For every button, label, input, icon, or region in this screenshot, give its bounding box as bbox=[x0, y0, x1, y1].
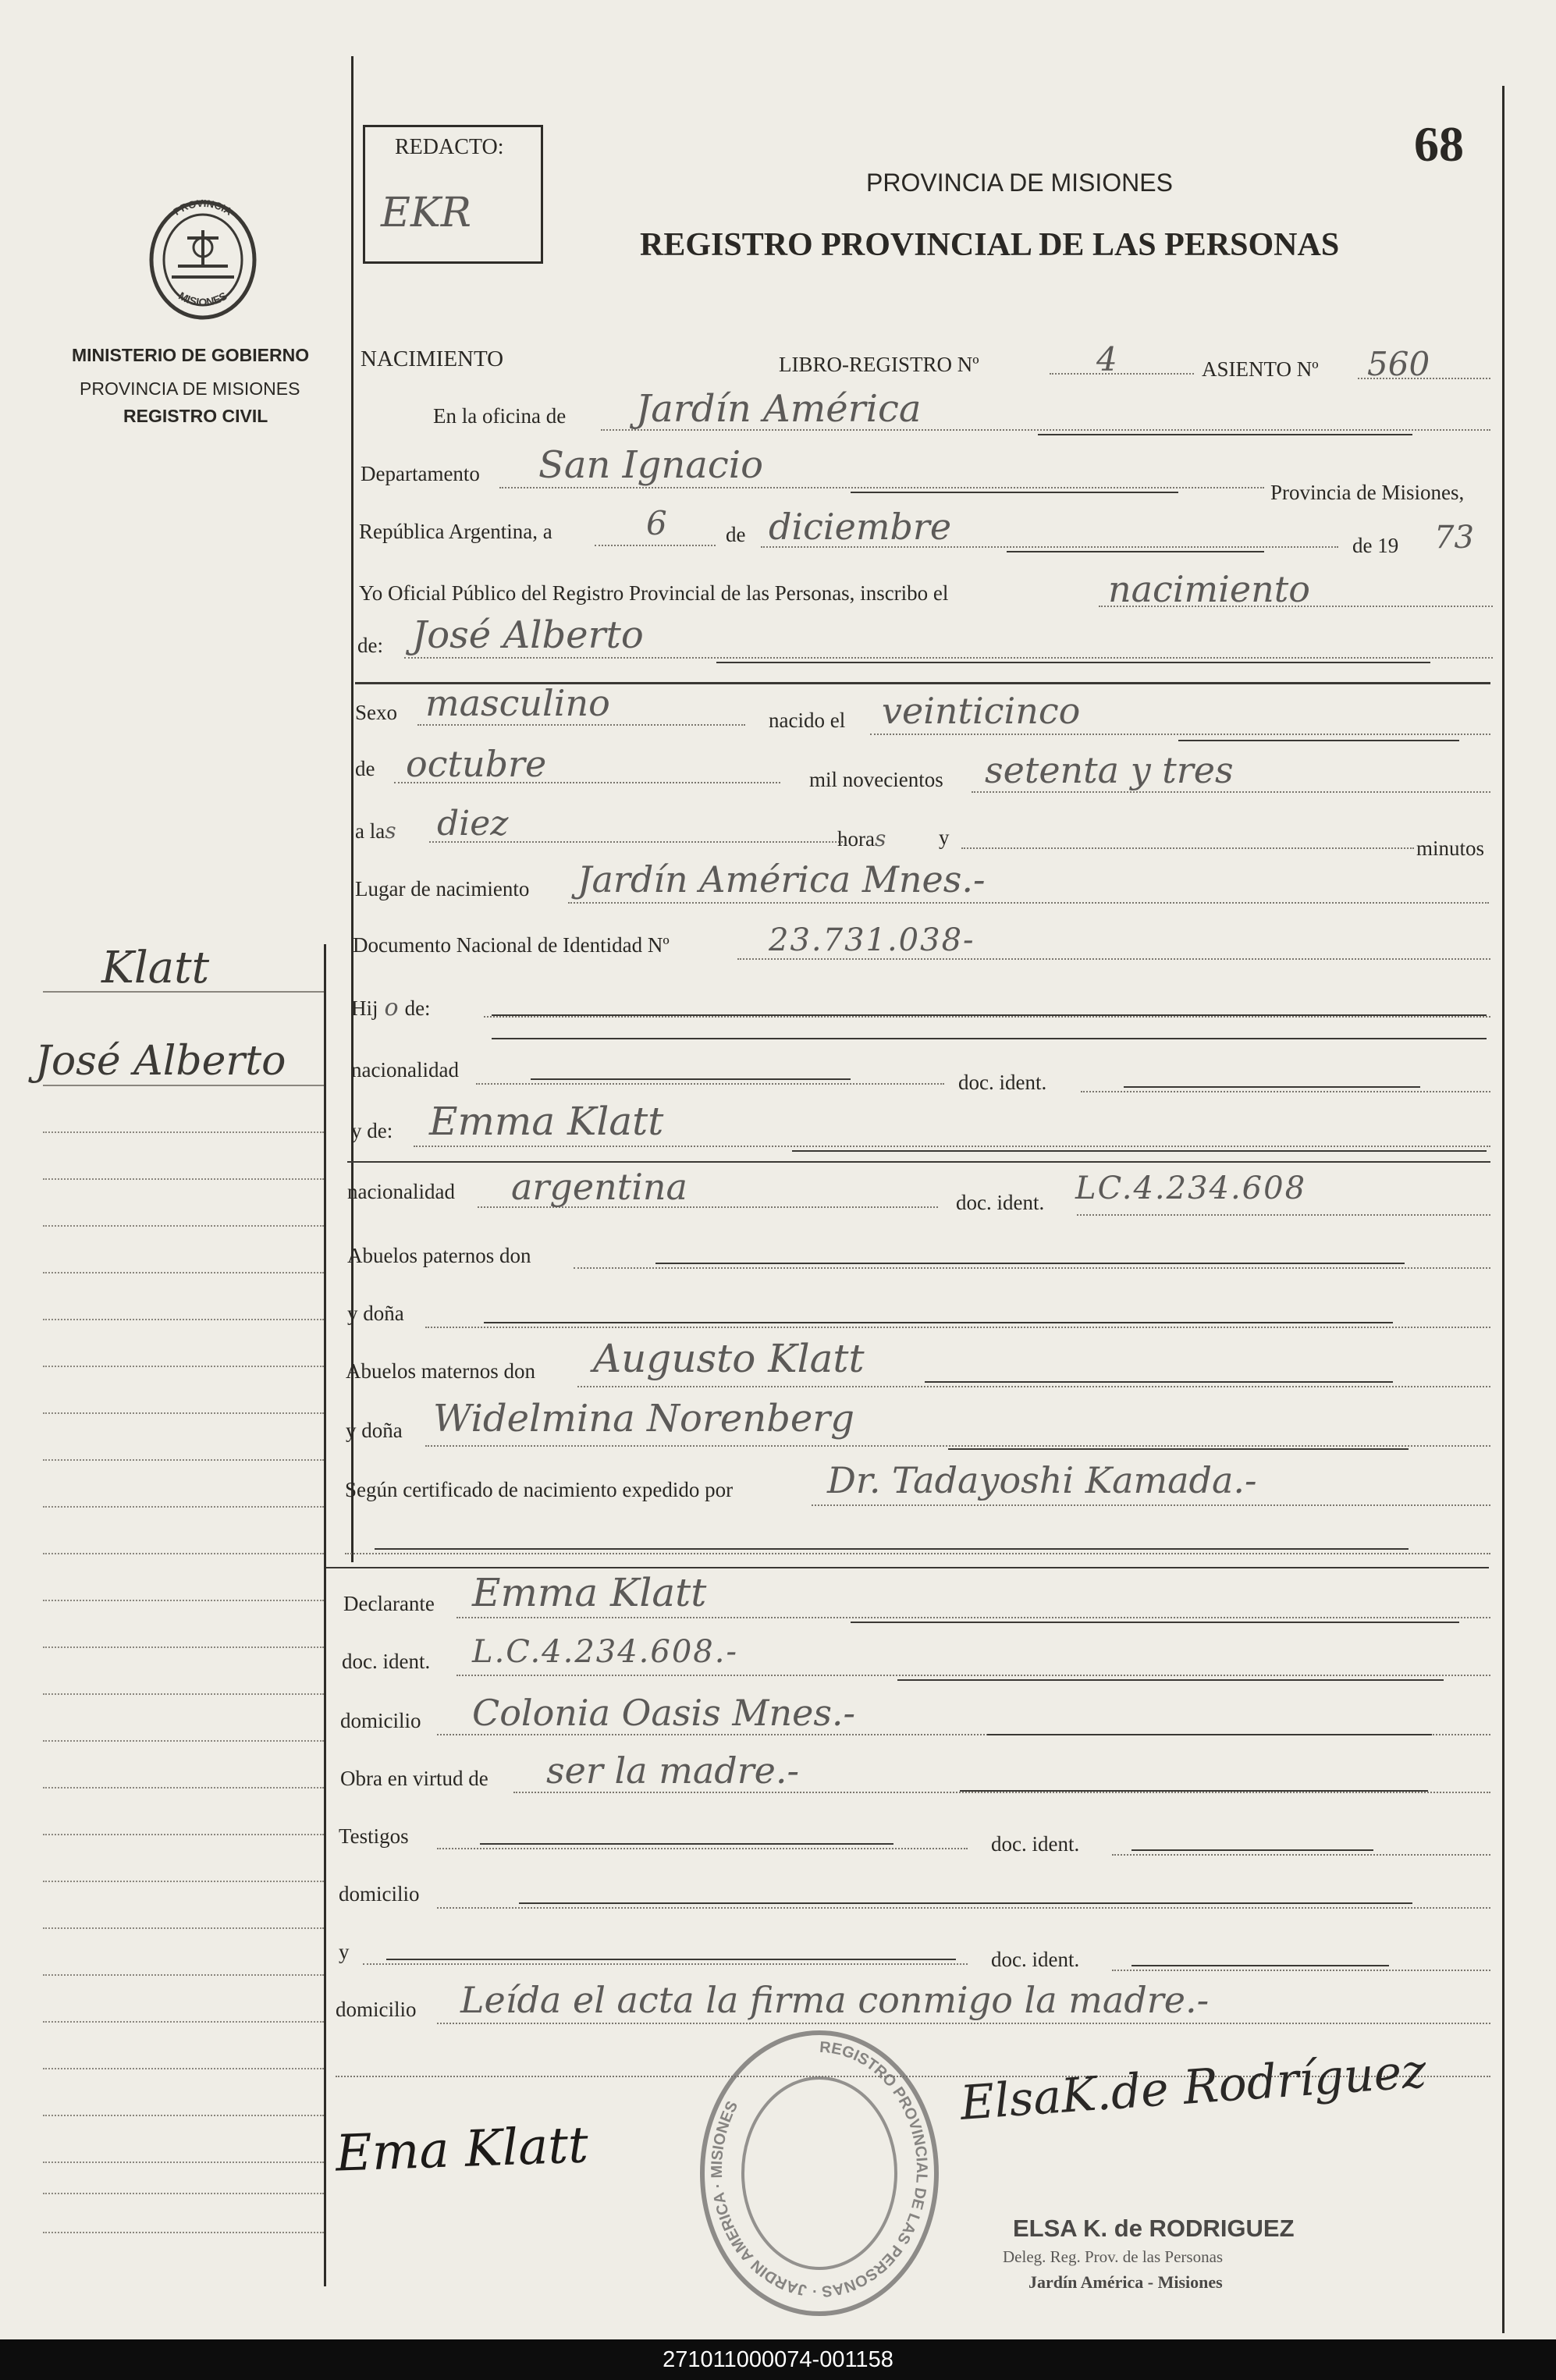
minutos-label: minutos bbox=[1416, 837, 1485, 860]
segun-certificado-value: Dr. Tadayoshi Kamada.- bbox=[827, 1459, 1257, 1501]
margin-column-divider bbox=[324, 944, 326, 2286]
hijo-text: Hij bbox=[351, 996, 378, 1020]
year-label: de 19 bbox=[1352, 534, 1399, 557]
docident-father-label: doc. ident. bbox=[958, 1071, 1047, 1094]
page-number: 68 bbox=[1414, 116, 1464, 172]
domicilio-declarante-value: Colonia Oasis Mnes.- bbox=[472, 1692, 856, 1734]
round-stamp-text: REGISTRO PROVINCIAL DE LAS PERSONAS · JARDIN AMERICA · MISIONES bbox=[708, 2038, 931, 2300]
registered-name-value: José Alberto bbox=[412, 613, 644, 657]
domicilio-testigo1-label: domicilio bbox=[339, 1882, 420, 1906]
seal-bottom-text: MISIONES bbox=[176, 289, 229, 309]
obra-value: ser la madre.- bbox=[546, 1749, 800, 1792]
inscribo-value: nacimiento bbox=[1108, 568, 1310, 610]
abuelo-materno-value: Augusto Klatt bbox=[593, 1336, 865, 1381]
redacto-box bbox=[363, 125, 543, 264]
obra-label: Obra en virtud de bbox=[340, 1767, 488, 1790]
year-value: 73 bbox=[1434, 520, 1474, 556]
ala-text: a la bbox=[355, 819, 385, 843]
hora-label bbox=[837, 826, 886, 851]
ala-label bbox=[355, 818, 396, 844]
margin-given-names: José Alberto bbox=[35, 1038, 286, 1085]
abuela-materna-value: Widelmina Norenberg bbox=[433, 1397, 854, 1440]
ministry-province: PROVINCIA DE MISIONES bbox=[80, 378, 300, 399]
hour-value: diez bbox=[437, 804, 509, 844]
sexo-label: Sexo bbox=[355, 701, 397, 724]
margin-surname: Klatt bbox=[101, 943, 210, 993]
testigos-label: Testigos bbox=[339, 1824, 409, 1848]
nacionalidad-father-label: nacionalidad bbox=[351, 1058, 459, 1082]
declarante-value: Emma Klatt bbox=[472, 1570, 707, 1615]
record-type-label: NACIMIENTO bbox=[361, 346, 504, 371]
ydona-materna-label: y doña bbox=[346, 1419, 403, 1442]
mother-name-value: Emma Klatt bbox=[429, 1099, 664, 1144]
page-border-right bbox=[1502, 86, 1504, 2333]
ministry-registry: REGISTRO CIVIL bbox=[123, 406, 268, 426]
nacionalidad-mother-label: nacionalidad bbox=[347, 1180, 455, 1203]
abuelos-paternos-label: Abuelos paternos don bbox=[347, 1244, 531, 1267]
hijo-mark: o bbox=[384, 994, 399, 1021]
redacto-label: REDACTO: bbox=[395, 135, 504, 159]
de-label: de bbox=[726, 523, 746, 546]
segun-certificado-label: Según certificado de nacimiento expedido por bbox=[345, 1478, 734, 1501]
dni-label: Documento Nacional de Identidad Nº bbox=[353, 933, 670, 957]
hora-text: hora bbox=[837, 827, 875, 851]
libro-value: 4 bbox=[1096, 340, 1117, 378]
docident-testigo1-label: doc. ident. bbox=[991, 1832, 1080, 1856]
name-row-label: de: bbox=[357, 634, 383, 657]
docident-declarante-label: doc. ident. bbox=[342, 1650, 431, 1673]
nacido-value: veinticinco bbox=[882, 690, 1081, 732]
declarante-label: Declarante bbox=[343, 1592, 435, 1615]
docident-declarante-value: L.C.4.234.608.- bbox=[472, 1634, 738, 1670]
oficina-value: Jardín América bbox=[636, 387, 922, 431]
province-heading: PROVINCIA DE MISIONES bbox=[866, 169, 1173, 197]
docident-testigo2-label: doc. ident. bbox=[991, 1948, 1080, 1971]
libro-label: LIBRO-REGISTRO Nº bbox=[779, 353, 979, 376]
lectura-acta-note: Leída el acta la firma conmigo la madre.- bbox=[460, 1979, 1210, 2021]
provincia-label: Provincia de Misiones, bbox=[1270, 481, 1465, 504]
mil-novecientos-label: mil novecientos bbox=[809, 768, 943, 791]
official-stamp-name: ELSA K. de RODRIGUEZ bbox=[1013, 2215, 1295, 2242]
republica-label: República Argentina, a bbox=[359, 520, 552, 543]
birth-year-value: setenta y tres bbox=[985, 749, 1234, 791]
province-seal-emblem bbox=[140, 191, 265, 324]
ala-mark: s bbox=[385, 818, 396, 844]
seal-top-text: PROVINCIA bbox=[171, 197, 235, 218]
dni-value: 23.731.038- bbox=[769, 922, 975, 958]
official-stamp-place: Jardín América - Misiones bbox=[1028, 2272, 1223, 2292]
asiento-label: ASIENTO Nº bbox=[1202, 357, 1319, 381]
birth-month-value: octubre bbox=[406, 743, 547, 785]
nacionalidad-mother-value: argentina bbox=[511, 1166, 687, 1208]
lugar-value: Jardín América Mnes.- bbox=[577, 858, 986, 900]
abuelos-maternos-label: Abuelos maternos don bbox=[346, 1359, 535, 1383]
departamento-label: Departamento bbox=[361, 462, 480, 485]
sexo-value: masculino bbox=[425, 682, 610, 724]
domicilio-testigo2-label: domicilio bbox=[336, 1998, 417, 2021]
oficina-label: En la oficina de bbox=[433, 404, 567, 428]
official-stamp-role: Deleg. Reg. Prov. de las Personas bbox=[1003, 2247, 1224, 2266]
ministry-name: MINISTERIO DE GOBIERNO bbox=[72, 345, 310, 365]
asiento-value: 560 bbox=[1367, 345, 1430, 383]
page-border-left bbox=[351, 56, 353, 1562]
departamento-value: San Ignacio bbox=[538, 443, 764, 487]
hijo-de-text: de: bbox=[404, 996, 431, 1020]
day-value: 6 bbox=[646, 504, 667, 542]
docident-mother-label: doc. ident. bbox=[956, 1191, 1045, 1214]
month-value: diciembre bbox=[769, 506, 952, 548]
official-signature: ElsaK.de Rodríguez bbox=[958, 2044, 1428, 2131]
hora-mark: s bbox=[874, 826, 886, 851]
registry-title: REGISTRO PROVINCIAL DE LAS PERSONAS bbox=[640, 227, 1340, 263]
archive-identifier: 271011000074-001158 bbox=[0, 2339, 1556, 2380]
domicilio-declarante-label: domicilio bbox=[340, 1709, 421, 1732]
hijo-label bbox=[351, 994, 431, 1021]
lugar-label: Lugar de nacimiento bbox=[355, 877, 530, 900]
birth-month-label: de bbox=[355, 757, 375, 780]
registry-round-stamp bbox=[691, 2021, 948, 2333]
y-label: y bbox=[939, 826, 950, 849]
docident-mother-value: LC.4.234.608 bbox=[1075, 1170, 1307, 1206]
nacido-label: nacido el bbox=[769, 709, 846, 732]
redacto-initials: EKR bbox=[381, 190, 471, 236]
svg-text:MISIONES bbox=[176, 290, 229, 308]
testigo2-label: y bbox=[339, 1940, 350, 1963]
mother-label: y de: bbox=[351, 1119, 393, 1142]
declarant-signature: Ema Klatt bbox=[334, 2116, 589, 2183]
inscribo-label: Yo Oficial Público del Registro Provincial de las Personas, inscribo el bbox=[359, 581, 949, 605]
ydona-paterna-label: y doña bbox=[347, 1302, 404, 1325]
